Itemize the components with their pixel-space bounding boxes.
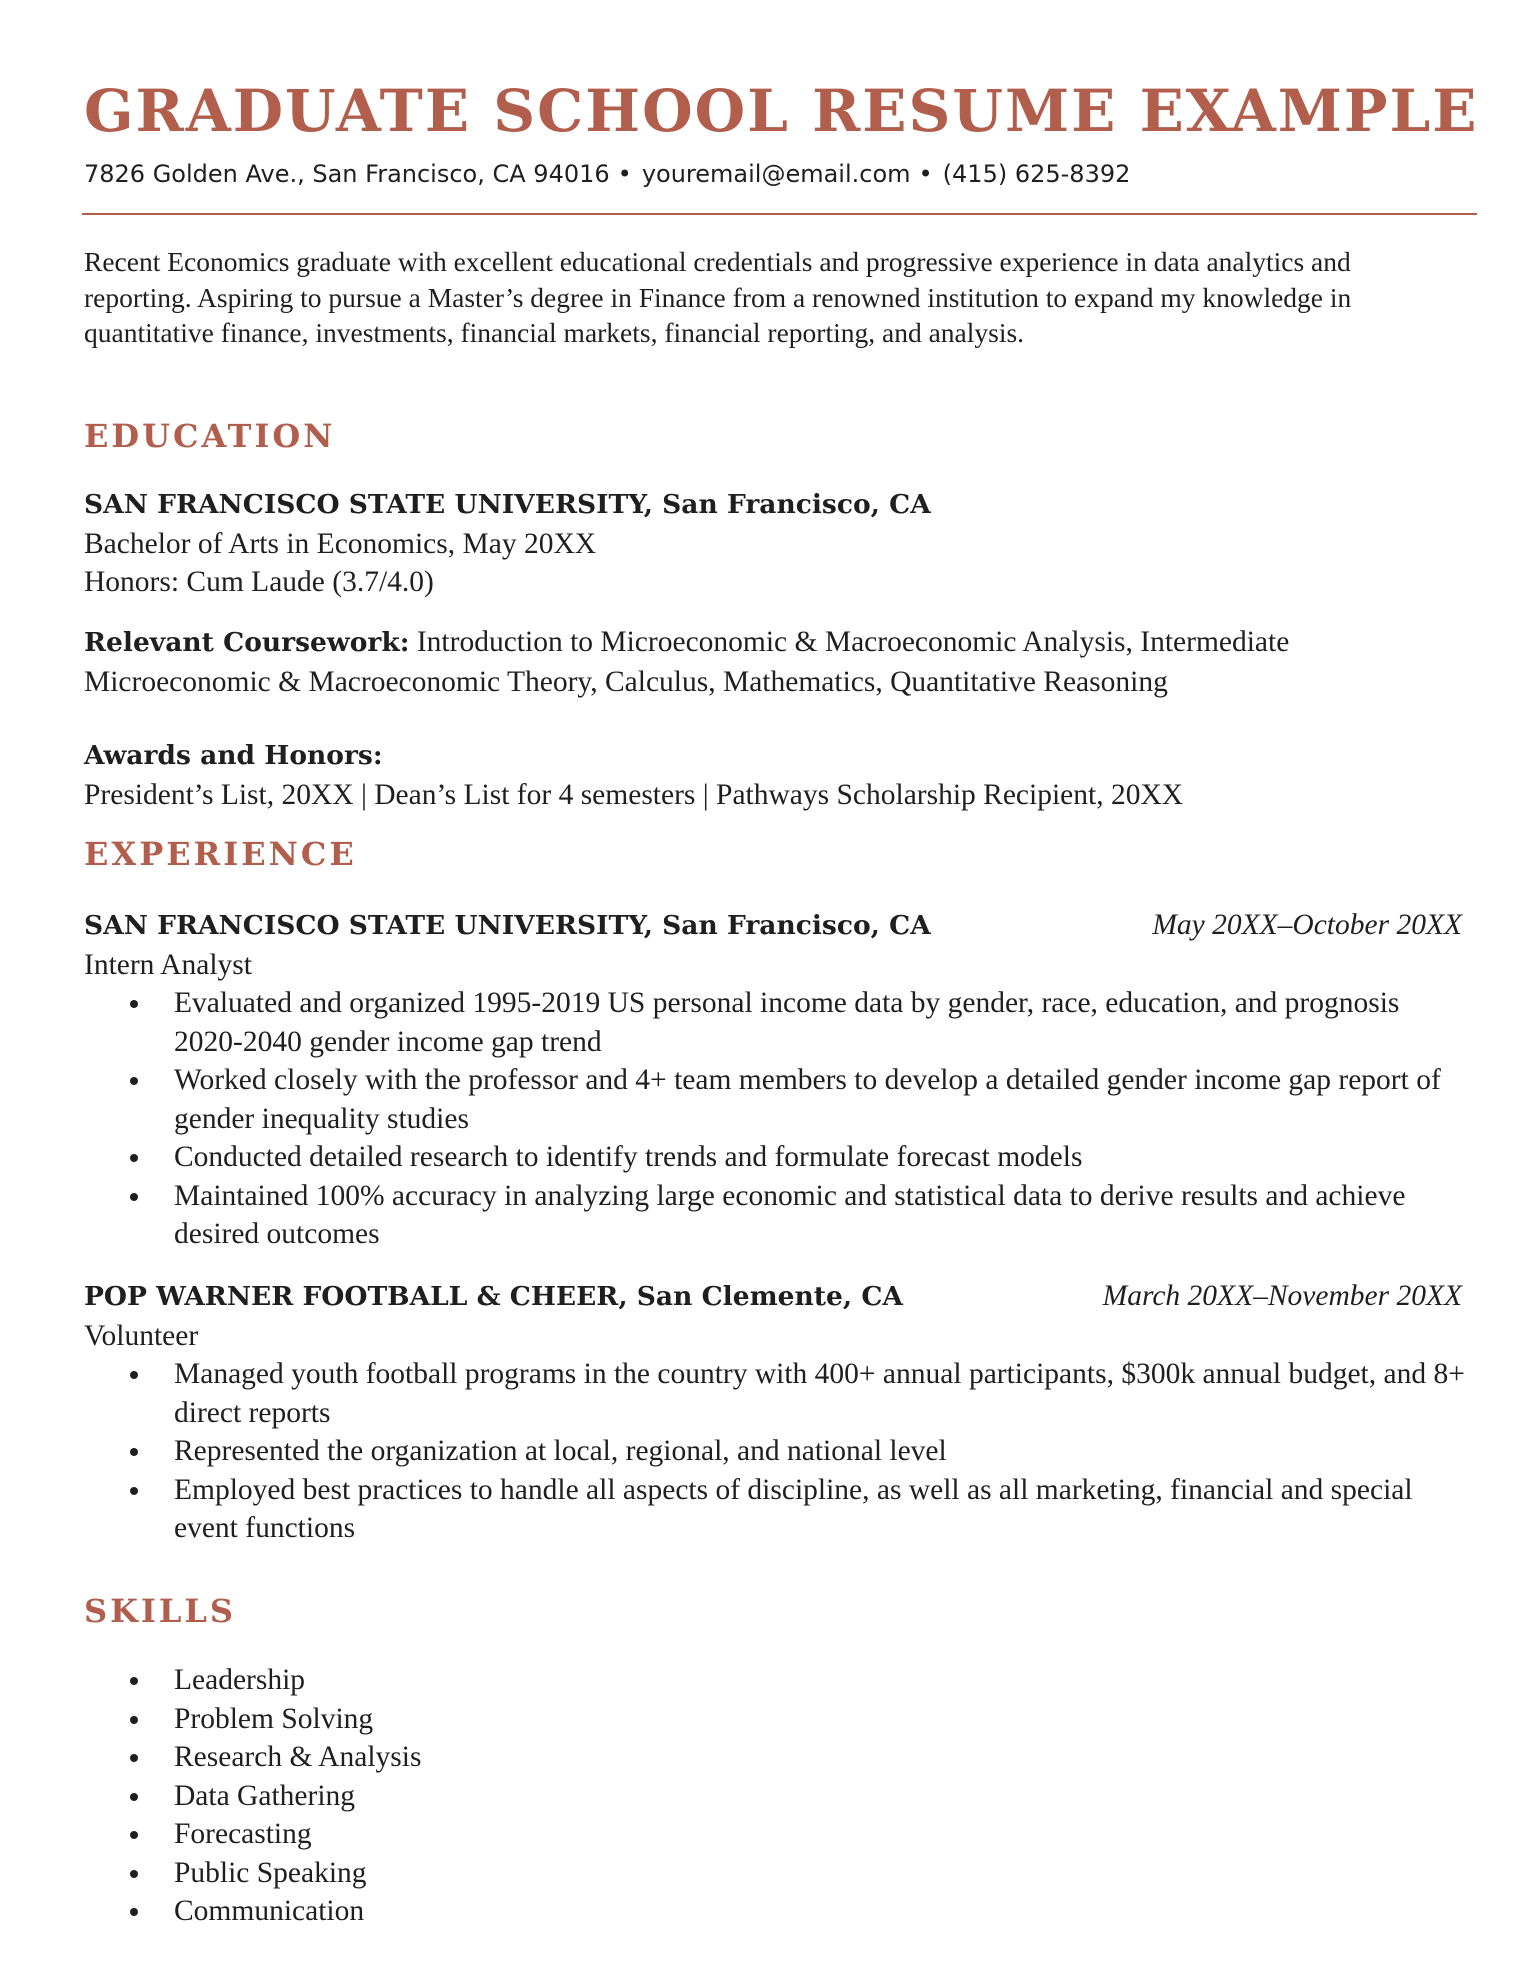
coursework-label: Relevant Coursework:: [84, 627, 410, 658]
job-bullets: [84, 984, 1474, 1254]
skills-list: [84, 1661, 1474, 1931]
experience-job: [84, 1277, 1474, 1548]
skill-item: Forecasting: [174, 1815, 1474, 1854]
job-header: [84, 1277, 1462, 1317]
education-school: SAN FRANCISCO STATE UNIVERSITY, San Francisco, CA: [84, 489, 931, 520]
experience-job: [84, 906, 1474, 1254]
job-organization: SAN FRANCISCO STATE UNIVERSITY, San Francisco, CA: [84, 910, 931, 941]
contact-phone: (415) 625-8392: [942, 160, 1131, 188]
bullet-item: Managed youth football programs in the country with 400+ annual participants, $300k annual budget, and 8+ direct reports: [174, 1355, 1474, 1432]
education-awards: [84, 737, 1474, 814]
contact-address: 7826 Golden Ave., San Francisco, CA 94016: [84, 160, 610, 188]
job-header: [84, 906, 1462, 946]
education-entry: [84, 486, 1474, 602]
resume-title: GRADUATE SCHOOL RESUME EXAMPLE: [84, 77, 1479, 145]
skills-heading: SKILLS: [84, 1592, 236, 1630]
bullet-item: Evaluated and organized 1995-2019 US personal income data by gender, race, education, and prognosis 2020-2040 gender income gap trend: [174, 984, 1474, 1061]
education-coursework: [84, 623, 1474, 701]
awards-text: President’s List, 20XX | Dean’s List for 4 semesters | Pathways Scholarship Recipient, 20XX: [84, 778, 1184, 811]
skill-item: Leadership: [174, 1661, 1474, 1700]
skill-item: Public Speaking: [174, 1854, 1474, 1893]
job-role: Volunteer: [84, 1319, 199, 1352]
experience-heading: EXPERIENCE: [84, 835, 357, 873]
education-heading: EDUCATION: [84, 417, 336, 455]
header-divider: [82, 213, 1477, 215]
contact-line: [84, 158, 1130, 190]
job-organization: POP WARNER FOOTBALL & CHEER, San Clemente, CA: [84, 1281, 903, 1312]
bullet-item: Worked closely with the professor and 4+ team members to develop a detailed gender income gap report of gender inequality studies: [174, 1061, 1474, 1138]
education-degree: Bachelor of Arts in Economics, May 20XX: [84, 527, 597, 560]
bullet-item: Employed best practices to handle all aspects of discipline, as well as all marketing, financial and special event functions: [174, 1471, 1474, 1548]
job-bullets: [84, 1355, 1474, 1548]
education-honors: Honors: Cum Laude (3.7/4.0): [84, 566, 434, 598]
skill-item: Data Gathering: [174, 1777, 1474, 1816]
contact-separator: •: [918, 160, 933, 188]
awards-label: Awards and Honors:: [84, 740, 383, 771]
summary-paragraph: Recent Economics graduate with excellent educational credentials and progressive experience in data analytics and reporting. Aspiring to pursue a Master’s degree in Finance from a renowned institution to expand my knowledge in quantitative finance, investments, financial markets, financial reporting, and analysis.: [84, 246, 1352, 348]
job-role: Intern Analyst: [84, 948, 252, 981]
bullet-item: Maintained 100% accuracy in analyzing large economic and statistical data to derive results and achieve desired outcomes: [174, 1177, 1474, 1254]
contact-email: youremail@email.com: [641, 160, 911, 188]
skill-item: Problem Solving: [174, 1700, 1474, 1739]
coursework-text: Introduction to Microeconomic & Macroeconomic Analysis, Intermediate Microeconomic & Macroeconomic Theory, Calculus, Mathematics, Quantitative Reasoning: [84, 626, 1290, 698]
job-dates: March 20XX–November 20XX: [1102, 1280, 1462, 1312]
skill-item: Research & Analysis: [174, 1738, 1474, 1777]
bullet-item: Represented the organization at local, regional, and national level: [174, 1432, 1474, 1471]
contact-separator: •: [617, 160, 632, 188]
skills-list-wrapper: [84, 1661, 1474, 1931]
bullet-item: Conducted detailed research to identify trends and formulate forecast models: [174, 1138, 1474, 1177]
skill-item: Communication: [174, 1892, 1474, 1931]
job-dates: May 20XX–October 20XX: [1152, 909, 1462, 941]
